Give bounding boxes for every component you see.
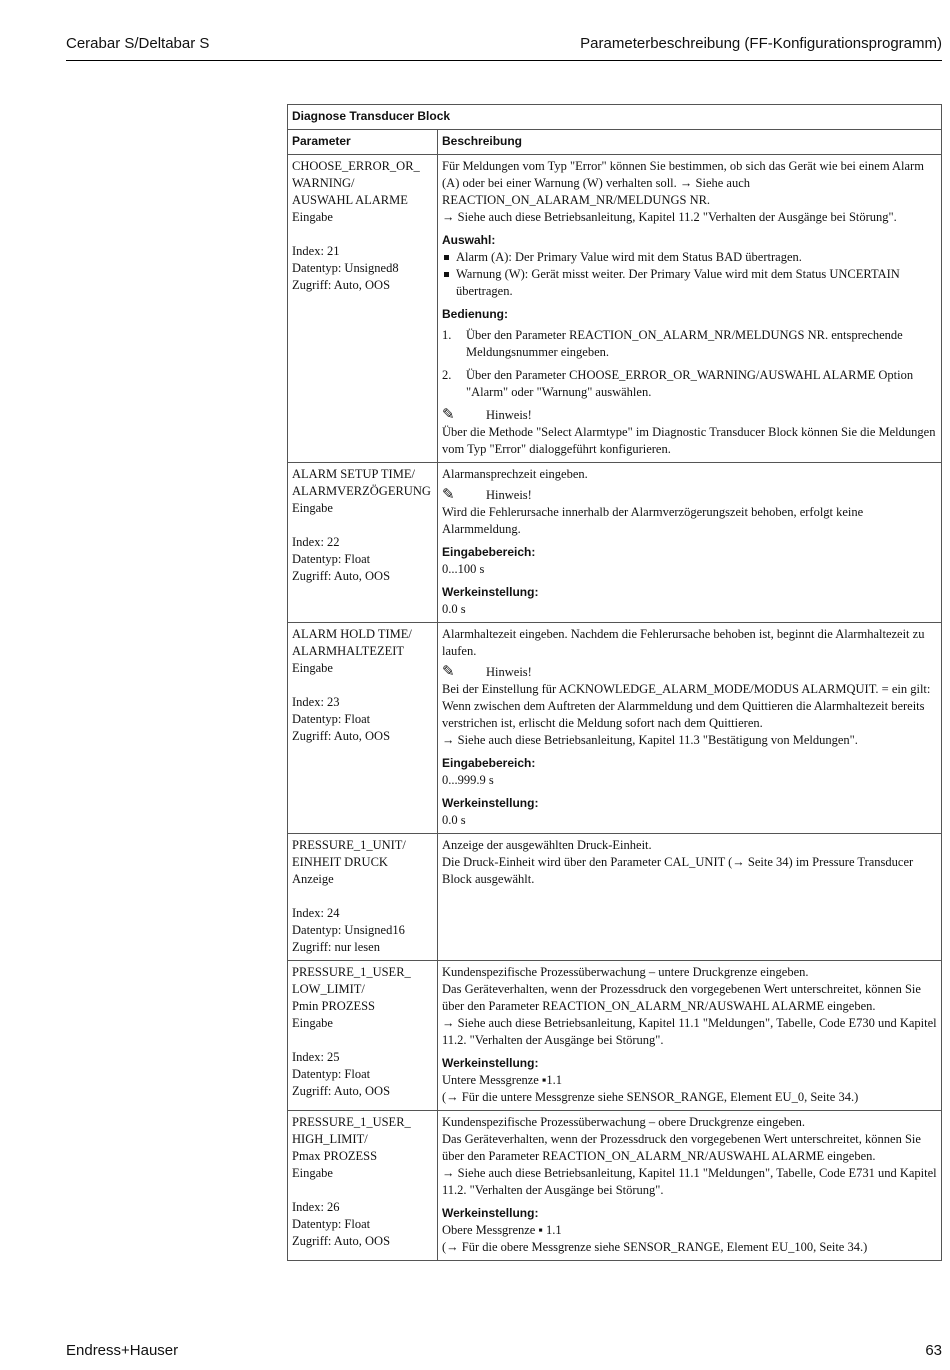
- column-header-description: Beschreibung: [438, 130, 942, 155]
- table-title: Diagnose Transducer Block: [288, 105, 942, 130]
- hint-block: ✎ Hinweis!: [442, 664, 532, 680]
- section-heading: Werkeinstellung:: [442, 585, 539, 599]
- section-heading: Auswahl:: [442, 233, 496, 247]
- table-row: [288, 623, 942, 834]
- section-heading: Werkeinstellung:: [442, 1206, 539, 1220]
- page-footer: [66, 1342, 942, 1359]
- hint-block: ✎ Hinweis!: [442, 407, 532, 423]
- list-item: Alarm (A): Der Primary Value wird mit dem Status BAD übertragen.: [442, 249, 937, 266]
- header-section: Parameterbeschreibung (FF-Konfigurationsprogramm): [580, 35, 942, 52]
- section-heading: Bedienung:: [442, 307, 508, 321]
- list-item: 2. Über den Parameter CHOOSE_ERROR_OR_WARNING/AUSWAHL ALARME Option "Alarm" oder "Warnung" auswählen.: [442, 368, 914, 399]
- pencil-note-icon: ✎: [442, 487, 455, 503]
- page-header: [66, 32, 942, 61]
- table-row: [288, 1111, 942, 1261]
- step-list: [442, 327, 937, 401]
- hint-block: ✎ Hinweis!: [442, 487, 532, 503]
- table-row: [288, 961, 942, 1111]
- table-row: [288, 155, 942, 463]
- pencil-note-icon: ✎: [442, 407, 455, 423]
- list-item: Warnung (W): Gerät misst weiter. Der Primary Value wird mit dem Status UNCERTAIN übertragen.: [442, 266, 937, 300]
- list-item: 1. Über den Parameter REACTION_ON_ALARM_NR/MELDUNGS NR. entsprechende Meldungsnummer eingeben.: [442, 328, 903, 359]
- column-header-parameter: Parameter: [288, 130, 438, 155]
- pencil-note-icon: ✎: [442, 664, 455, 680]
- option-list: [442, 249, 937, 300]
- table-row: [288, 463, 942, 623]
- description-cell: Für Meldungen vom Typ "Error" können Sie bestimmen, ob sich das Gerät wie bei einem Alarm (A) oder bei einer Warnung (W) verhalten soll. → Siehe auch REACTION_ON_ALARAM_NR/MELDUNGS NR. → Siehe auch diese Betriebsanleitung, Kapitel 11.2 "Verhalten der Ausgänge bei Störung". Auswahl: Alarm (A): Der Primary Value wird mit dem Status BAD übertragen. Warnung (W): Gerät misst weiter. Der Primary Value wird mit dem Status UNCERTAIN übertragen. Bedienung: 1. Über den Parameter REACTION_ON_ALARM_NR/MELDUNGS NR. entsprechende Meldungsnummer eingeben. 2. Über den Parameter CHOOSE_ERROR_OR_WARNING/AUSWAHL ALARME Option "Alarm" oder "Warnung" auswählen. ✎ Hinweis! Über die Methode "Select Alarmtype" im Diagnostic Transducer Block können Sie die Meldungen vom Typ "Error" dialoggeführt konfigurieren.: [438, 155, 942, 463]
- description-cell: Alarmhaltezeit eingeben. Nachdem die Fehlerursache behoben ist, beginnt die Alarmhaltezeit zu laufen. ✎ Hinweis! Bei der Einstellung für ACKNOWLEDGE_ALARM_MODE/MODUS ALARMQUIT. = ein gilt: Wenn zwischen dem Auftreten der Alarmmeldung und dem Quittieren die Alarmhaltezeit bereits verstrichen ist, erlischt die Meldung sofort nach dem Quittieren. → Siehe auch diese Betriebsanleitung, Kapitel 11.3 "Bestätigung von Meldungen". Eingabebereich: 0...999.9 s Werkeinstellung: 0.0 s: [438, 623, 942, 834]
- description-cell: Kundenspezifische Prozessüberwachung – obere Druckgrenze eingeben. Das Geräteverhalten, wenn der Prozessdruck den vorgegebenen Wert unterschreitet, können Sie über den Parameter REACTION_ON_ALARM_NR/AUSWAHL ALARME eingeben. → Siehe auch diese Betriebsanleitung, Kapitel 11.1 "Meldungen", Tabelle, Code E731 und Kapitel 11.2. "Verhalten der Ausgänge bei Störung". Werkeinstellung: Obere Messgrenze ▪ 1.1 (→ Für die obere Messgrenze siehe SENSOR_RANGE, Element EU_100, Seite 34.): [438, 1111, 942, 1261]
- section-heading: Eingabebereich:: [442, 545, 536, 559]
- parameter-cell: PRESSURE_1_UNIT/ EINHEIT DRUCK Anzeige Index: 24 Datentyp: Unsigned16 Zugriff: nur lesen: [288, 834, 438, 961]
- table-row: [288, 834, 942, 961]
- description-cell: Anzeige der ausgewählten Druck-Einheit. Die Druck-Einheit wird über den Parameter CAL_UNIT (→ Seite 34) im Pressure Transducer Block ausgewählt.: [438, 834, 942, 961]
- page-number: 63: [925, 1342, 942, 1359]
- description-cell: Kundenspezifische Prozessüberwachung – untere Druckgrenze eingeben. Das Geräteverhalten, wenn der Prozessdruck den vorgegebenen Wert unterschreitet, können Sie über den Parameter REACTION_ON_ALARM_NR/AUSWAHL ALARME eingeben. → Siehe auch diese Betriebsanleitung, Kapitel 11.1 "Meldungen", Tabelle, Code E730 und Kapitel 11.2. "Verhalten der Ausgänge bei Störung". Werkeinstellung: Untere Messgrenze ▪1.1 (→ Für die untere Messgrenze siehe SENSOR_RANGE, Element EU_0, Seite 34.): [438, 961, 942, 1111]
- footer-brand: Endress+Hauser: [66, 1342, 179, 1359]
- parameter-cell: PRESSURE_1_USER_ LOW_LIMIT/ Pmin PROZESS Eingabe Index: 25 Datentyp: Float Zugriff: Auto, OOS: [288, 961, 438, 1111]
- parameter-cell: ALARM HOLD TIME/ ALARMHALTEZEIT Eingabe Index: 23 Datentyp: Float Zugriff: Auto, OOS: [288, 623, 438, 834]
- parameter-cell: PRESSURE_1_USER_ HIGH_LIMIT/ Pmax PROZESS Eingabe Index: 26 Datentyp: Float Zugriff: Auto, OOS: [288, 1111, 438, 1261]
- section-heading: Eingabebereich:: [442, 756, 536, 770]
- parameter-cell: CHOOSE_ERROR_OR_ WARNING/ AUSWAHL ALARME Eingabe Index: 21 Datentyp: Unsigned8 Zugriff: Auto, OOS: [288, 155, 438, 463]
- header-product: Cerabar S/Deltabar S: [66, 35, 210, 52]
- diagnose-transducer-table: [287, 104, 942, 1261]
- section-heading: Werkeinstellung:: [442, 1056, 539, 1070]
- parameter-cell: ALARM SETUP TIME/ ALARMVERZÖGERUNG Eingabe Index: 22 Datentyp: Float Zugriff: Auto, OOS: [288, 463, 438, 623]
- section-heading: Werkeinstellung:: [442, 796, 539, 810]
- description-cell: Alarmansprechzeit eingeben. ✎ Hinweis! Wird die Fehlerursache innerhalb der Alarmverzögerungszeit behoben, erfolgt keine Alarmmeldung. Eingabebereich: 0...100 s Werkeinstellung: 0.0 s: [438, 463, 942, 623]
